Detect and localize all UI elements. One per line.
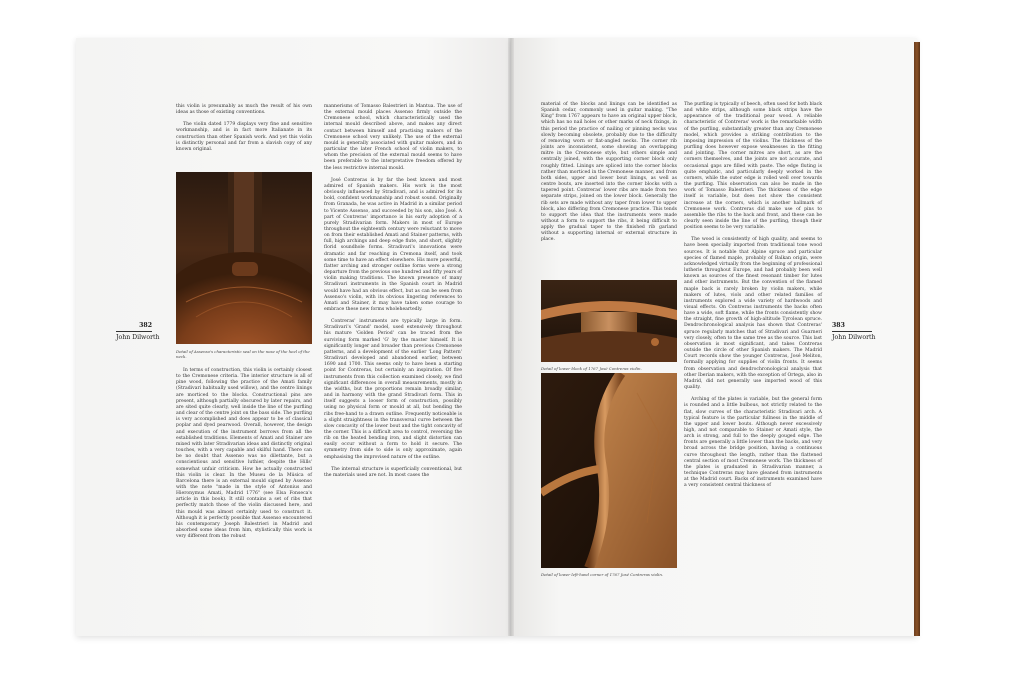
left-column-1-top — [176, 104, 312, 159]
paragraph: The wood is consistently of high quality, and seems to have been specially imported from traditional tone wood sources. It is notable that Alpine spruce and particular species of flamed maple, probably of Balkan origin, were acknowledged virtually from the beginning of professional lutherie throughout Europe, and had probably been well known as sources of the finest resonant timber for lutes and other instruments. But the convention of the flamed maple back is rarely broken by violin makers, while makers of lutes, viols and other related families of instruments explored a wide variety of hardwoods and visual effects. On Contreras instruments the backs often have a wide, soft flame, while the fronts consistently show the straight, fine growth of high-altitude Tyrolean spruce. Dendrochronological analysis has shown that Contreras' spruce regularly matches that of Stradivari and Guarneri very closely, often to the same tree as the source. This last observation is most significant, and takes Contreras outside the circle of other Spanish makers. The Madrid Court records show the younger Contreras, José Meliton, formally applying for supplies of violin fronts. It seems from observation and dendrochronological analysis that other Iberian makers, with the exception of Ortega, also in Madrid, did not generally use imported wood of this quality. — [684, 237, 822, 391]
left-figure-caption: Detail of Assenso's characteristic seal on the nose of the heel of the neck. — [176, 349, 310, 359]
lower-block-photo — [541, 280, 677, 362]
right-figure-2-caption: Detail of lower left-hand corner of 1767 José Contreras violin. — [541, 572, 664, 577]
right-column-2 — [684, 102, 822, 496]
right-column-1-top — [541, 102, 677, 250]
paragraph: this violin is presumably as much the result of his own ideas as those of existing conventions. — [176, 104, 312, 116]
paragraph: material of the blocks and linings can be identified as Spanish cedar, commonly used in guitar making. "The King" from 1767 appears to have an original upper block, which has no nail holes or other marks of neck fixings, in this period the practice of nailing or pinning necks was slowly becoming obsolete, probably due to the difficulty of removing worn or flat-angled necks. The corner rib joints are inconsistent, some showing an overlapping mitre in the Cremonese style, but others simple and centrally joined, with the supporting corner block only roughly fitted. Linings are spliced into the corner blocks rather than morticed in the Cremonese manner, and from both sides, upper and lower bout linings, as well as centre bouts, are inserted into the corner blocks with a tapered point. Contreras' lower ribs are made from two separate strips, joined on the lower block. Generally the rib sets are made without any taper from lower to upper block, also differing from Cremonese practice. This tends to support the idea that the instruments were made without a form to support the ribs, it being difficult to apply the gradual taper to the finished rib garland without a supporting internal or external structure in place. — [541, 102, 677, 243]
left-folio-rule — [116, 331, 152, 332]
lower-block-image — [541, 280, 677, 362]
paragraph: Contreras' instruments are typically large in form. Stradivari's 'Grand' model, used extensively throughout his mature 'Golden Period' can be traced from the surviving form marked 'G' by the master himself. It is significantly longer and broader than previous Cremonese patterns, and a development of the earlier 'Long Pattern' Stradivari developed and abandoned earlier, between 1690 and 1700. This seems only to have been a starting point for Contreras, but certainly an inspiration. Of five instruments from this collection examined closely, we find significant differences in overall measurements, mostly in the widths, but the proportions remain broadly similar, and in harmony with the grand Stradivari form. This in itself suggests a looser form of construction, possibly using no physical form or mould at all, but bending the ribs free-hand to a drawn outline. Frequently noticeable is a slight straightness in the transversal curve between the slow concavity of the lower bout and the tight concavity of the corner. This is a difficult area to control, reversing the rib on the heated bending iron, and slight distortion can easily occur without a form to hold it secure. The symmetry from side to side is only approximate, again emphasising the improvised nature of the outline. — [324, 319, 462, 460]
right-figure-1-caption: Detail of lower block of 1767 José Contreras violin. — [541, 366, 642, 371]
left-folio — [116, 322, 160, 341]
right-folio — [832, 322, 876, 341]
right-folio-author: John Dilworth — [832, 334, 876, 341]
lower-corner-photo — [541, 373, 677, 568]
left-folio-author: John Dilworth — [116, 334, 160, 341]
lower-corner-image — [541, 373, 677, 568]
book-gutter — [508, 38, 514, 636]
right-folio-number: 383 — [832, 322, 845, 329]
left-column-2 — [324, 104, 462, 485]
paragraph: mannerisms of Tomasso Balestrieri in Mantua. The use of the external mould places Assenso firmly outside the Cremonese school, which characteristically used the internal mould described above, and makes any direct contact between himself and practising makers of the Cremonese school very unlikely. The use of the external mould is generally associated with guitar makers, and in particular the later French school of violin makers, to whom the precision of the external mould seems to have been preferable to the interpretative freedom offered by the less restrictive internal mould. — [324, 104, 462, 171]
left-column-1-bottom — [176, 368, 312, 546]
violin-scroll-heel-image — [176, 172, 312, 344]
paragraph: José Contreras is by far the best known and most admired of Spanish makers. His work is the most obviously influenced by Stradivari, and is admired for its bold, confident workmanship and robust sound. Originally from Granada, he was active in Madrid in a similar period to Vicente Assenso, and succeeded by his son, also José. A part of Contreras' importance is his early adoption of a purely Stradivarian form. Makers in most of Europe throughout the eighteenth century were reluctant to move on from their established Amati and Stainer patterns, with full, high archings and deep edge flute, and short, slightly florid soundhole forms. Stradivari's innovations were dramatic and far reaching in Cremona itself, and took some time to have an effect elsewhere. His more powerful, flatter arching and stronger outline forms were a strong departure from the previous one hundred and fifty years of violin making traditions. The known presence of many Stradivari instruments in the Spanish court in Madrid would have had an obvious effect, but as can be seen from Assenso's violin, with its obvious lingering references to Amati and Stainer, it may have taken some courage to embrace these new forms wholeheartedly. — [324, 177, 462, 312]
page-edge-stack — [914, 42, 920, 636]
left-folio-number: 382 — [139, 322, 152, 329]
paragraph: The violin dated 1779 displays very fine and sensitive workmanship, and is in fact more Italianate in its construction than other Spanish work. And yet this violin is distinctly personal and far from a slavish copy of any known original. — [176, 122, 312, 152]
paragraph: The internal structure is superficially conventional, but the materials used are not. In most cases the — [324, 466, 462, 478]
paragraph: The purfling is typically of beech, often used for both black and white strips, although some black strips have the appearance of the traditional pear wood. A reliable characteristic of Contreras' work is the remarkable width of the purfling, substantially greater than any Cremonese model, which provides a striking contribution to the imposing impression of the violins. The thickness of the purfling does however expose weaknesses in the fitting and jointing. The corner mitres are short, as are the corners themselves, and the joints are not accurate, and occasional gaps are filled with paste. The edge fluting is quite emphatic, and particularly deeply worked in the corners, while the outer edge is rolled well over towards the purfling. This observation can also be made in the work of Tomasso Balestrieri. The thickness of the edge itself is variable, but does not show the consistent increase at the corners, which is another hallmark of Cremonese work. Contreras did make use of pins to assemble the ribs to the back and front, and these can be clearly seen inside the line of the purfling, though their position seems to be very variable. — [684, 102, 822, 231]
right-folio-rule — [832, 331, 872, 332]
paragraph: Arching of the plates is variable, but the general form is rounded and a little bulbous, not strictly related to the flat, slow curves of the characteristic Stradivari arch. A typical feature is the particular fullness in the middle of the upper and lower bouts. Although never excessively high, and not comparable to Stainer or Amati style, the arch is strong, and full to the deeply gouged edge. The fronts are generally a little lower than the backs, and very broad across the bridge position, having a continuous curve throughout the length, rather than the flattened central section of most Cremonese work. The thickness of the plates is graduated in Stradivarian manner, a technique Contreras may have gleaned from instruments at the Madrid court. Backs of instruments examined have a very consistent central thickness of — [684, 397, 822, 489]
assenso-neck-heel-photo — [176, 172, 312, 344]
paragraph: In terms of construction, this violin is certainly closest to the Cremonese criteria. The interior structure is all of pine wood, following the practice of the Amati family (Stradivari habitually used willow), and the centre linings are morticed to the blocks. Constructional pins are present, although partially obscured by later repairs, and are sited quite clearly, well inside the line of the purfling and clear of the centre joint on the bass side. The purfling is very accomplished and does appear to be of classical poplar and dyed pearwood. Overall, however, the design and execution of the instrument borrows from all the established traditions. Elements of Amati and Stainer are mixed with later Stradivarian ideas and distinctly original touches, with a very capable and skilful hand. There can be no doubt that Assenso was no dilettante, but a conscientious and sensitive luthier, despite the Hills' somewhat unfair criticism. How he actually constructed this violin is clear. In the Museu de la Música of Barcelona there is an external mould signed by Assenso with the note "made in the style of Antonius and Hieronymus Amati, Madrid 1776" (see Elsa Fonseca's article in this book). It still contains a set of ribs that perfectly match those of the violin discussed here, and this mould was almost certainly used to construct it. Although it is perfectly possible that Assenso encountered his contemporary Joseph Balestrieri in Madrid and absorbed some ideas from him, stylistically this work is very different from the robust — [176, 368, 312, 540]
